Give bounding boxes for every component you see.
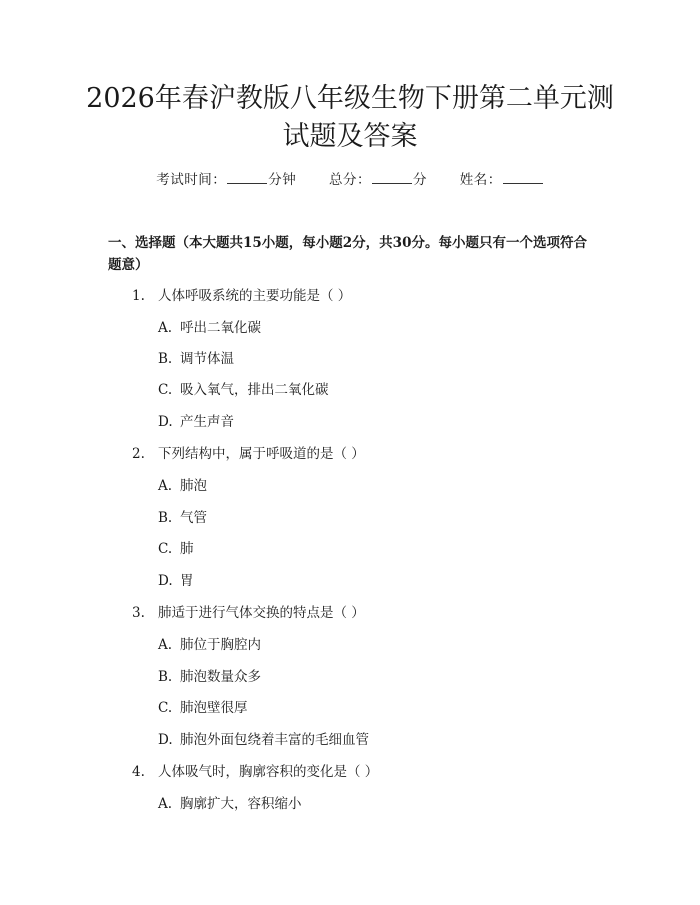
- question-stem: 人体吸气时，胸廓容积的变化是（ ）: [158, 764, 379, 780]
- option-text: 肺泡外面包绕着丰富的毛细血管: [180, 732, 369, 748]
- option-text: 产生声音: [180, 414, 234, 430]
- question-stem: 人体呼吸系统的主要功能是（ ）: [158, 288, 352, 304]
- option-letter: A.: [158, 796, 173, 812]
- exam-info-row: [0, 168, 700, 188]
- exam-time-blank: [227, 171, 267, 184]
- option-letter: C.: [158, 700, 173, 716]
- option-3c: [158, 696, 248, 716]
- question-number: 2.: [132, 446, 145, 462]
- option-text: 胸廓扩大，容积缩小: [180, 796, 302, 812]
- title-line-1: 2026年春沪教版八年级生物下册第二单元测: [86, 83, 614, 114]
- document-title: [80, 80, 620, 156]
- total-score-field: [329, 168, 427, 188]
- name-field: [460, 168, 544, 188]
- option-2a: [158, 474, 207, 494]
- section-heading: 一、选择题（本大题共15小题，每小题2分，共30分。每小题只有一个选项符合题意）: [108, 235, 587, 273]
- question-2: [132, 442, 365, 462]
- name-label: 姓名：: [459, 172, 502, 188]
- option-letter: D.: [158, 573, 173, 589]
- question-4: [132, 760, 378, 780]
- option-letter: B.: [158, 669, 173, 685]
- option-text: 肺: [180, 541, 194, 557]
- question-3: [132, 601, 365, 621]
- option-1c: [158, 378, 329, 398]
- option-text: 吸入氧气，排出二氧化碳: [180, 382, 329, 398]
- option-1a: [158, 316, 261, 336]
- question-stem: 下列结构中，属于呼吸道的是（ ）: [158, 446, 365, 462]
- option-letter: D.: [158, 414, 173, 430]
- exam-time-field: [156, 168, 296, 188]
- option-letter: B.: [158, 351, 173, 367]
- name-blank: [503, 171, 543, 184]
- option-text: 肺泡数量众多: [180, 669, 261, 685]
- option-letter: C.: [158, 541, 173, 557]
- option-3d: [158, 728, 369, 748]
- option-1b: [158, 347, 234, 367]
- question-number: 4.: [132, 764, 145, 780]
- option-3b: [158, 665, 261, 685]
- option-2c: [158, 537, 194, 557]
- option-text: 肺位于胸腔内: [180, 637, 261, 653]
- question-1: [132, 284, 351, 304]
- option-1d: [158, 410, 234, 430]
- option-3a: [158, 633, 261, 653]
- option-letter: D.: [158, 732, 173, 748]
- total-score-blank: [372, 171, 412, 184]
- total-score-label: 总分：: [329, 172, 371, 188]
- option-text: 肺泡: [180, 478, 207, 494]
- question-number: 3.: [132, 605, 145, 621]
- total-score-unit: 分: [413, 172, 427, 188]
- option-text: 气管: [180, 510, 207, 526]
- option-2b: [158, 506, 207, 526]
- option-text: 胃: [180, 573, 194, 589]
- option-text: 肺泡壁很厚: [180, 700, 248, 716]
- exam-time-unit: 分钟: [268, 172, 297, 188]
- option-letter: A.: [158, 478, 173, 494]
- option-2d: [158, 569, 194, 589]
- exam-time-label: 考试时间：: [156, 172, 227, 188]
- option-letter: A.: [158, 637, 173, 653]
- question-stem: 肺适于进行气体交换的特点是（ ）: [158, 605, 365, 621]
- option-letter: B.: [158, 510, 173, 526]
- option-letter: C.: [158, 382, 173, 398]
- option-text: 调节体温: [180, 351, 234, 367]
- question-number: 1.: [132, 288, 145, 304]
- option-text: 呼出二氧化碳: [180, 320, 261, 336]
- title-line-2: 试题及答案: [282, 121, 418, 152]
- option-letter: A.: [158, 320, 173, 336]
- option-4a: [158, 792, 302, 812]
